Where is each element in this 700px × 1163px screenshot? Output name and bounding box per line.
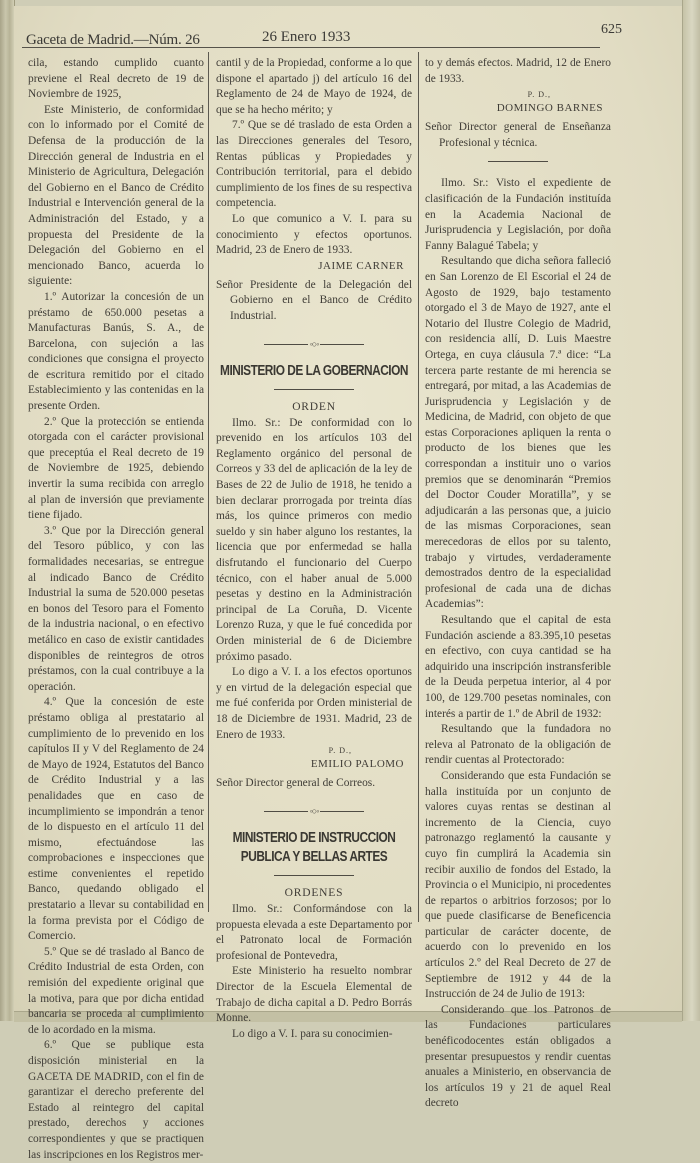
paragraph: cantil y de la Propiedad, conforme a lo que dispone el apartado j) del artículo 16 del Reglamento de 24 de Mayo de 1924, de que se ha hecho mérito; y xyxy=(216,57,412,116)
section-rule xyxy=(488,161,548,162)
paragraph: Considerando que los Patronos de las Fundaciones particulares benéficodocentes están obligados a presentar presupuestos y rendir cuentas anuales a Ministerio, en observancia de los artículos 19 y 21 de aquel Real decreto xyxy=(425,1003,611,1110)
paragraph: Lo digo a V. I. a los efectos oportunos y en virtud de la delegación especial que me fué conferida por Orden ministerial de 18 de Diciembre de 1931. Madrid, 23 de Enero de 1933. xyxy=(216,666,412,741)
addressee: Señor Presidente de la Delegación del Gobierno en el Banco de Crédito Industrial. xyxy=(216,278,412,322)
signature-emilio-palomo: EMILIO PALOMO xyxy=(310,758,404,771)
paragraph: Considerando que esta Fundación se halla instituída por un conjunto de valores cuyas rentas se destinan al incremento de la Ciencia, cuyo patronazgo reglamentó la causante y cuyo fin cumplirá la Academia sin recibir auxilio de fondos del Estado, la Provincia o el Municipio, ni procedentes de repartos o arbitrios forzosos; por lo que puede clasificarse de Beneficencia particular de carácter docente, de acuerdo con lo prevenido en los artículos 2.º del Real Decreto de 27 de Septiembre de 1912 y 44 de la Instrucción de 24 de Julio de 1913: xyxy=(425,769,611,1001)
paragraph: 2.º Que la protección se entienda otorgada con el carácter provisional que preceptúa el Real decreto de 19 de Noviembre de 1925, debiendo invertir la suma recibida con arreglo al plan de inversión que previamente tiene fijado. xyxy=(28,415,204,522)
paragraph: Ilmo. Sr.: Conformándose con la propuesta elevada a este Departamento por el Patronato local de Formación profesional de Pontevedra, xyxy=(216,902,412,962)
signature-pd: P. D., xyxy=(328,746,352,756)
book-binding xyxy=(0,0,15,1021)
paragraph: Este Ministerio, de conformidad con lo informado por el Comité de Defensa de la producción de la Dirección general de Industria en el Ministerio de Agricultura, Delegación del Gobierno en el Banco de Crédito Industrial e Intervención general de la Administración del Estado, y a propuesta del Presidente de la Delegación del Gobierno en el mencionado Banco, acuerda lo siguiente: xyxy=(28,103,204,288)
paragraph: 4.º Que la concesión de este préstamo obliga al prestatario al cumplimiento de lo prevenido en los capítulos II y V del Reglamento de 24 de Mayo de 1924, Estatutos del Banco de Crédito Industrial y a las penalidades que en caso de incumplimiento se impondrán a tenor de lo dispuesto en el artículo 11 del mismo, efectuándose las comprobaciones e inspecciones que estime convenientes el repetido Banco, quedando obligado el prestatario a llevar su contabilidad en la forma prevista por el Código de Comercio. xyxy=(28,696,204,943)
page-number: 625 xyxy=(601,22,622,37)
ministry-heading-gobernacion: MINISTERIO DE LA GOBERNACION xyxy=(220,363,408,380)
signature-jaime-carner: JAIME CARNER xyxy=(318,259,404,272)
paragraph: Lo digo a V. I. para su conocimien- xyxy=(232,1027,393,1040)
paragraph: Resultando que dicha señora falleció en San Lorenzo de El Escorial el 24 de Agosto de 1929, bajo testamento otorgado el 3 de Mayo de 1927, ante el Notario del Ilustre Colegio de Madrid, con residencia allí, D. Luis Maestre Ortega, en cuya cláusula 7.ª dice: “La tercera parte restante de mi herencia se entregará, por mitad, a las Academias de Jurisprudencia y Legislación y de Medicina, de Madrid, con objeto de que estas Corporaciones apliquen la renta o producto de los bienes que les correspondan a instituir uno o varios premios que se denominarán “Premios del Doctor Couder Moratilla”, y se adjudicarán a las personas que, a juicio de las mismas Corporaciones, sean merecedoras de ellos por su talento, trabajo y virtudes, verdaderamente demostrados dentro de la especialidad profesional de cada una de dichas Academias”: xyxy=(425,255,611,611)
paragraph: to y demás efectos. Madrid, 12 de Enero de 1933. xyxy=(425,57,611,85)
addressee: Señor Director general de Correos. xyxy=(216,777,376,790)
column-divider-2 xyxy=(418,52,419,922)
paragraph: 1.º Autorizar la concesión de un préstamo de 650.000 pesetas a Manufacturas Banús, S. A., de Barcelona, con sujeción a las condiciones que consigna el proyecto de escritura remitido por el citado Establecimiento y las contenidas en la presente Orden. xyxy=(28,290,204,413)
paragraph: 3.º Que por la Dirección general del Tesoro público, y con las formalidades necesarias, se entregue al indicado Banco de Crédito Industrial la suma de 520.000 pesetas en bonos del Tesoro para el Fomento de la industria nacional, o en efectivo metálico en caso de existir cantidades disponibles de reintegros de otros préstamos, con la cual contribuye a la operación. xyxy=(28,524,204,693)
ornament-icon: ◦○◦ xyxy=(309,805,319,816)
ornament-icon: ◦○◦ xyxy=(309,338,319,349)
signature-pd: P. D., xyxy=(527,90,551,100)
ornament-divider xyxy=(216,804,412,820)
column-divider-1 xyxy=(208,52,209,912)
paragraph: Resultando que el capital de esta Fundación asciende a 83.395,10 pesetas en efectivo, con cuya cantidad se ha adquirido una inscripción instransferible de la Deuda perpetua interior, al 4 por 100, de 129.700 pesetas nominales, con interés a partir de 1.º de Abril de 1932: xyxy=(425,614,611,720)
heading-rule xyxy=(274,875,354,876)
page-header xyxy=(26,22,622,48)
header-rule xyxy=(22,47,600,48)
paragraph: Este Ministerio ha resuelto nombrar Director de la Escuela Elemental de Trabajo de dicha capital a D. Pedro Borrás Monne. xyxy=(216,965,412,1025)
section-heading-ordenes: ORDENES xyxy=(284,887,344,900)
section-heading-orden: ORDEN xyxy=(292,401,336,414)
column-2 xyxy=(216,56,412,1042)
signature-domingo-barnes: DOMINGO BARNES xyxy=(496,102,603,115)
column-3 xyxy=(425,56,611,1112)
paragraph: 7.º Que se dé traslado de esta Orden a las Direcciones generales del Tesoro, Rentas públicas y Propiedades y Contribución territorial, para el debido cumplimiento de los fines de su respectiva competencia. xyxy=(216,119,412,210)
page-edge-right xyxy=(682,0,700,1021)
paragraph: Resultando que la fundadora no releva al Patronato de la obligación de rendir cuentas al Protectorado: xyxy=(425,723,611,767)
column-1 xyxy=(28,56,204,1163)
ministry-heading-instruccion: MINISTERIO DE INSTRUCCION PUBLICA Y BELLAS ARTES xyxy=(232,830,396,866)
heading-rule xyxy=(274,389,354,390)
ornament-divider xyxy=(216,337,412,353)
paragraph: 6.º Que se publique esta disposición ministerial en la GACETA DE MADRID, con el fin de garantizar el derecho preferente del Estado al reintegro del capital prestado, derechos y acciones correspondientes y que se practiquen las inscripciones en los Registros mer- xyxy=(28,1039,204,1161)
paragraph: 5.º Que se dé traslado al Banco de Crédito Industrial de esta Orden, con remisión del expediente original que la motiva, para que por dicha entidad bancaria se proceda al cumplimiento de lo acordado en la misma. xyxy=(28,945,204,1036)
publication-title: Gaceta de Madrid.—Núm. 26 xyxy=(26,32,200,48)
issue-date: 26 Enero 1933 xyxy=(262,29,351,45)
addressee: Señor Director general de Enseñanza Profesional y técnica. xyxy=(425,121,611,149)
paragraph: cila, estando cumplido cuanto previene el Real decreto de 19 de Noviembre de 1925, xyxy=(28,57,204,101)
paragraph: Lo que comunico a V. I. para su conocimiento y efectos oportunos. Madrid, 23 de Enero de 1933. xyxy=(216,212,412,257)
paragraph: Ilmo. Sr.: De conformidad con lo prevenido en los artículos 103 del Reglamento orgánico del personal de Correos y 33 del de aplicación de la ley de Bases de 22 de Julio de 1918, he tenido a bien declarar prorrogada por treinta días más, los quince primeros con medio sueldo y sin haber alguno los restantes, la licencia que por enfermedad se halla disfrutando el funcionario del Cuerpo técnico, con el haber anual de 5.000 pesetas y destino en la Administración principal de La Coruña, D. Vicente Lorenzo Ruza, y que le fué concedida por Orden ministerial de 6 de Diciembre próximo pasado. xyxy=(216,416,412,663)
paragraph: Ilmo. Sr.: Visto el expediente de clasificación de la Fundación instituída en la Academia Nacional de Jurisprudencia y Legislación, por doña Fanny Balagué Tabela; y xyxy=(425,177,611,252)
